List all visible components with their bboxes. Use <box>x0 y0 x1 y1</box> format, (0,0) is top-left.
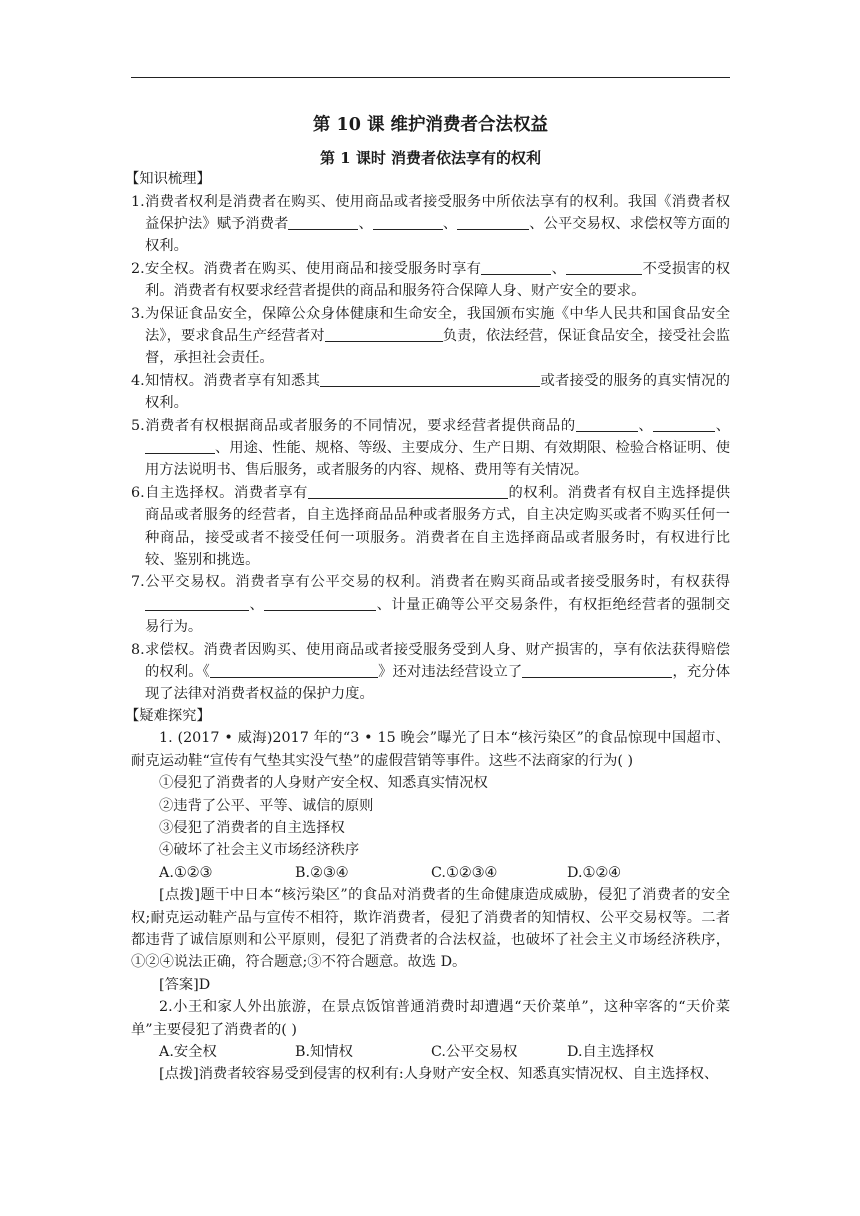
fill-blank[interactable] <box>288 214 358 230</box>
question-2-choices <box>131 1041 730 1063</box>
knowledge-item-3: 3.为保证食品安全，保障公众身体健康和生命安全，我国颁布实施《中华人民共和国食品安全法》，要求食品生产经营者对 负责，依法经营，保证食品安全，接受社会监督，承担社会责任。 <box>131 305 730 367</box>
knowledge-item-4: 4.知情权。消费者享有知悉其 或者接受的服务的真实情况的权利。 <box>131 372 730 412</box>
fill-blank[interactable] <box>264 595 376 611</box>
knowledge-item-8: 8.求偿权。消费者因购买、使用商品或者接受服务受到人身、财产损害的，享有依法获得赔偿的权利。《 》还对违法经营设立了 ，充分体现了法律对消费者权益的保护力度。 <box>131 641 730 703</box>
fill-blank[interactable] <box>145 595 249 611</box>
question-1-option: ④破坏了社会主义市场经济秩序 <box>159 842 360 859</box>
fill-blank[interactable] <box>325 326 443 342</box>
lesson-subtitle: 第 1 课时 消费者依法享有的权利 <box>319 149 542 167</box>
question-2-analysis: [点拨]消费者较容易受到侵害的权利有:人身财产安全权、知悉真实情况权、自主选择权、 <box>159 1066 719 1083</box>
knowledge-item-2: 2.安全权。消费者在购买、使用商品和接受服务时享有 、 不受损害的权利。消费者有权要求经营者提供的商品和服务符合保障人身、财产安全的要求。 <box>131 260 731 300</box>
fill-blank[interactable] <box>576 416 638 432</box>
document-page <box>125 113 731 1086</box>
fill-blank[interactable] <box>210 662 378 678</box>
lesson-title: 第 10 课 维护消费者合法权益 <box>312 115 549 135</box>
question-1-option: ③侵犯了消费者的自主选择权 <box>159 819 345 836</box>
question-1-option: ②违背了公平、平等、诚信的原则 <box>159 797 374 814</box>
choice-a[interactable]: A.安全权 <box>159 1044 217 1061</box>
fill-blank[interactable] <box>145 438 215 454</box>
choice-c[interactable]: C.①②③④ <box>431 864 498 881</box>
fill-blank[interactable] <box>481 259 551 275</box>
section-heading-explore: 【疑难探究】 <box>125 707 211 724</box>
knowledge-item-5: 5.消费者有权根据商品或者服务的不同情况，要求经营者提供商品的 、 、、用途、性能、规格、等级、主要成分、生产日期、有效期限、检验合格证明、使用方法说明书、售后服务，或者服务的内容、规格、费用等有关情况。 <box>131 417 731 479</box>
question-1-stem: 1. (2017 • 威海)2017 年的“3 • 15 晚会”曝光了日本“核污染区”的食品惊现中国超市、耐克运动鞋“宣传有气垫其实没气垫”的虚假营销等事件。这些不法商家的行为( ) <box>131 730 730 769</box>
fill-blank[interactable] <box>308 483 508 499</box>
fill-blank[interactable] <box>566 259 642 275</box>
question-1-option: ①侵犯了消费者的人身财产安全权、知悉真实情况权 <box>159 775 488 792</box>
fill-blank[interactable] <box>320 371 540 387</box>
fill-blank[interactable] <box>653 416 715 432</box>
header-rule <box>131 77 730 78</box>
fill-blank[interactable] <box>457 214 529 230</box>
choice-b[interactable]: B.②③④ <box>295 864 349 881</box>
choice-a[interactable]: A.①②③ <box>159 864 213 881</box>
knowledge-item-6: 6.自主选择权。消费者享有 的权利。消费者有权自主选择提供商品或者服务的经营者，自主选择商品品种或者服务方式，自主决定购买或者不购买任何一种商品，接受或者不接受任何一项服务。消费者在自主选择商品或者服务时，有权进行比较、鉴别和挑选。 <box>131 484 730 568</box>
question-1-analysis: [点拨]题干中日本“核污染区”的食品对消费者的生命健康造成威胁，侵犯了消费者的安全权;耐克运动鞋产品与宣传不相符，欺诈消费者，侵犯了消费者的知情权、公平交易权等。二者都违背了诚信原则和公平原则，侵犯了消费者的合法权益，也破坏了社会主义市场经济秩序，①②④说法正确，符合题意;③不符合题意。故选 D。 <box>131 887 730 971</box>
section-heading-knowledge: 【知识梳理】 <box>125 171 211 187</box>
choice-b[interactable]: B.知情权 <box>295 1044 353 1061</box>
question-2-stem: 2.小王和家人外出旅游，在景点饭馆普通消费时却遭遇“天价菜单”，这种宰客的“天价菜单”主要侵犯了消费者的( ) <box>131 999 730 1038</box>
question-1-answer: [答案]D <box>159 976 211 993</box>
choice-d[interactable]: D.自主选择权 <box>567 1044 654 1061</box>
question-1-choices <box>131 862 730 884</box>
fill-blank[interactable] <box>522 662 672 678</box>
fill-blank[interactable] <box>373 214 443 230</box>
choice-d[interactable]: D.①②④ <box>567 864 621 881</box>
knowledge-item-1: 1.消费者权利是消费者在购买、使用商品或者接受服务中所依法享有的权利。我国《消费者权益保护法》赋予消费者 、 、 、公平交易权、求偿权等方面的权利。 <box>131 193 731 255</box>
choice-c[interactable]: C.公平交易权 <box>431 1044 518 1061</box>
knowledge-item-7: 7.公平交易权。消费者享有公平交易的权利。消费者在购买商品或者接受服务时，有权获得、 、计量正确等公平交易条件，有权拒绝经营者的强制交易行为。 <box>131 574 730 636</box>
